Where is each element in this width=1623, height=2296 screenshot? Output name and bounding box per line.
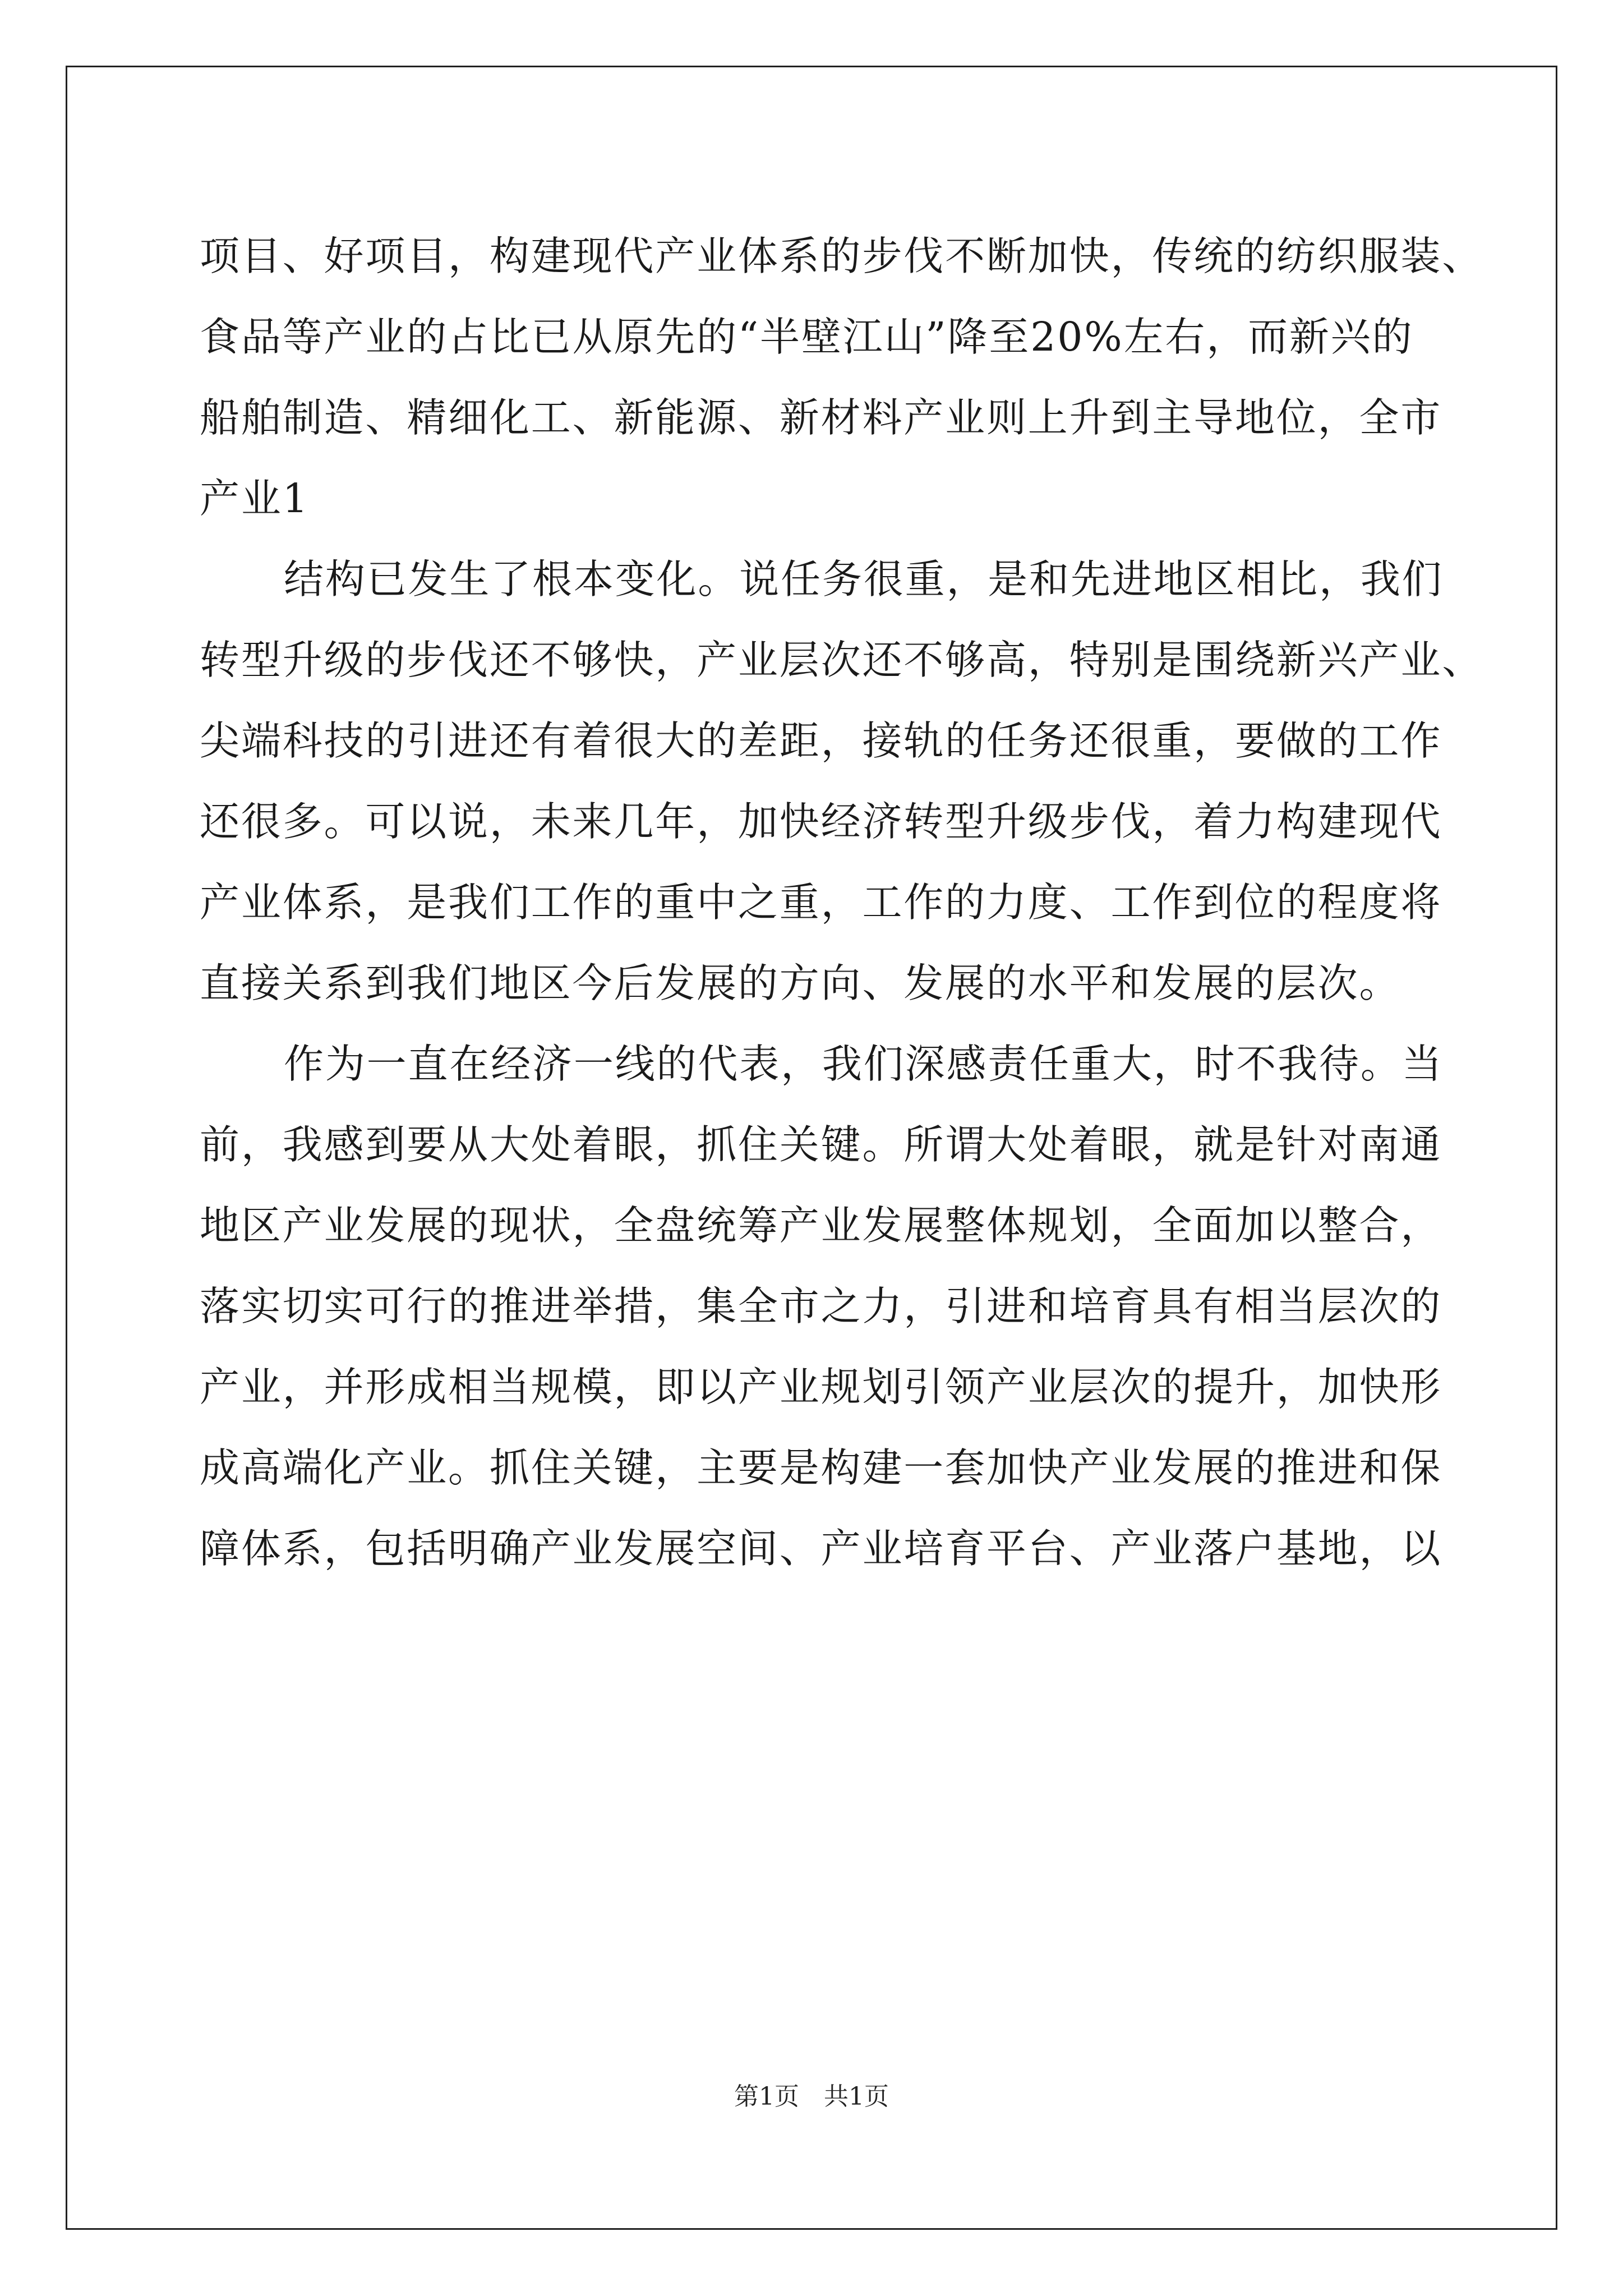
paragraph-start-line: 作为一直在经济一线的代表，我们深感责任重大，时不我待。当 bbox=[284, 1041, 1444, 1087]
text-line: 船舶制造、精细化工、新能源、新材料产业则上升到主导地位，全市 bbox=[200, 394, 1442, 441]
paragraph-start-line: 结构已发生了根本变化。说任务很重，是和先进地区相比，我们 bbox=[284, 556, 1444, 602]
text-line: 落实切实可行的推进举措，集全市之力，引进和培育具有相当层次的 bbox=[200, 1283, 1442, 1329]
text-line: 障体系，包括明确产业发展空间、产业培育平台、产业落户基地，以 bbox=[200, 1525, 1442, 1572]
document-body bbox=[200, 216, 1484, 1589]
text-line: 项目、好项目，构建现代产业体系的步伐不断加快，传统的纺织服装、 bbox=[200, 233, 1484, 279]
text-line: 产业，并形成相当规模，即以产业规划引领产业层次的提升，加快形 bbox=[200, 1364, 1442, 1410]
text-line: 前，我感到要从大处着眼，抓住关键。所谓大处着眼，就是针对南通 bbox=[200, 1121, 1442, 1168]
page-number-footer: 第1页 共1页 bbox=[734, 2082, 889, 2111]
text-line: 还很多。可以说，未来几年，加快经济转型升级步伐，着力构建现代 bbox=[200, 798, 1442, 845]
text-line: 地区产业发展的现状，全盘统筹产业发展整体规划，全面加以整合， bbox=[200, 1202, 1442, 1249]
text-line: 尖端科技的引进还有着很大的差距，接轨的任务还很重，要做的工作 bbox=[200, 717, 1442, 764]
text-line: 直接关系到我们地区今后发展的方向、发展的水平和发展的层次。 bbox=[200, 960, 1401, 1006]
text-line: 产业体系，是我们工作的重中之重，工作的力度、工作到位的程度将 bbox=[200, 879, 1442, 926]
text-line: 食品等产业的占比已从原先的“半壁江山”降至20%左右，而新兴的 bbox=[200, 314, 1414, 360]
text-line: 转型升级的步伐还不够快，产业层次还不够高，特别是围绕新兴产业、 bbox=[200, 637, 1484, 683]
text-line: 成高端化产业。抓住关键，主要是构建一套加快产业发展的推进和保 bbox=[200, 1444, 1442, 1491]
text-line: 产业1 bbox=[200, 475, 310, 522]
